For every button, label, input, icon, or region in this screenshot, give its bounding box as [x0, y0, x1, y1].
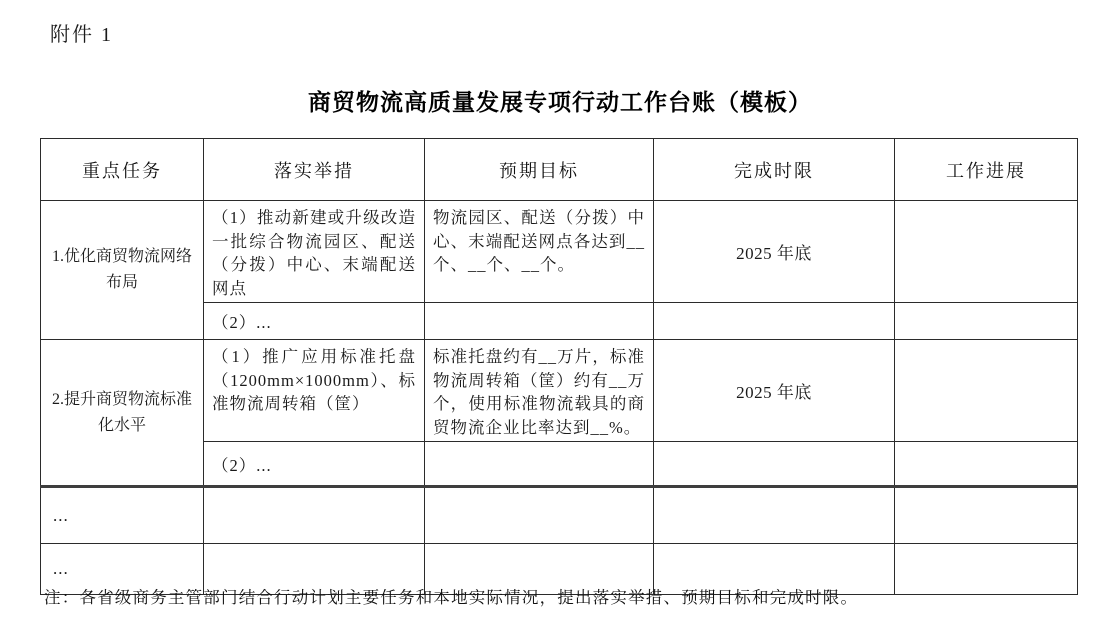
task1-progress1-cell — [895, 201, 1078, 303]
col-header-measures: 落实举措 — [204, 139, 425, 201]
table-row — [41, 201, 1078, 303]
task1-cell: 1.优化商贸物流网络布局 — [41, 201, 204, 340]
task3-measure-cell — [204, 487, 425, 544]
task2-measure1-cell: （1）推广应用标准托盘（1200mm×1000mm）、标准物流周转箱（筐） — [204, 340, 425, 442]
task3-cell: ... — [41, 487, 204, 544]
task2-cell: 2.提升商贸物流标准化水平 — [41, 340, 204, 487]
task1-measure1-cell: （1）推动新建或升级改造一批综合物流园区、配送（分拨）中心、末端配送网点 — [204, 201, 425, 303]
task2-deadline1-cell: 2025 年底 — [654, 340, 895, 442]
task4-cell: ... — [41, 544, 204, 595]
task1-deadline1-cell: 2025 年底 — [654, 201, 895, 303]
task2-deadline2-cell — [654, 442, 895, 487]
attachment-label: 附件 1 — [50, 24, 113, 46]
task4-progress-cell — [895, 544, 1078, 595]
task2-measure2-cell: （2）... — [204, 442, 425, 487]
task2-goal2-cell — [425, 442, 654, 487]
page-title: 商贸物流高质量发展专项行动工作台账（模板） — [308, 89, 812, 115]
task1-goal2-cell — [425, 303, 654, 340]
table-row — [41, 340, 1078, 442]
task3-deadline-cell — [654, 487, 895, 544]
col-header-expected-goal: 预期目标 — [425, 139, 654, 201]
task2-goal1-cell: 标准托盘约有__万片，标准物流周转箱（筐）约有__万个，使用标准物流载具的商贸物流企业比率达到__%。 — [425, 340, 654, 442]
col-header-key-task: 重点任务 — [41, 139, 204, 201]
table-header-row — [41, 139, 1078, 201]
task3-progress-cell — [895, 487, 1078, 544]
task3-goal-cell — [425, 487, 654, 544]
task1-goal1-cell: 物流园区、配送（分拨）中心、末端配送网点各达到__个、__个、__个。 — [425, 201, 654, 303]
task1-progress2-cell — [895, 303, 1078, 340]
table-row — [41, 487, 1078, 544]
col-header-deadline: 完成时限 — [654, 139, 895, 201]
task2-progress2-cell — [895, 442, 1078, 487]
work-ledger-table — [40, 138, 1078, 595]
task2-progress1-cell — [895, 340, 1078, 442]
col-header-progress: 工作进展 — [895, 139, 1078, 201]
task1-deadline2-cell — [654, 303, 895, 340]
task1-measure2-cell: （2）... — [204, 303, 425, 340]
footnote: 注：各省级商务主管部门结合行动计划主要任务和本地实际情况，提出落实举措、预期目标和完成时限。 — [44, 588, 859, 607]
